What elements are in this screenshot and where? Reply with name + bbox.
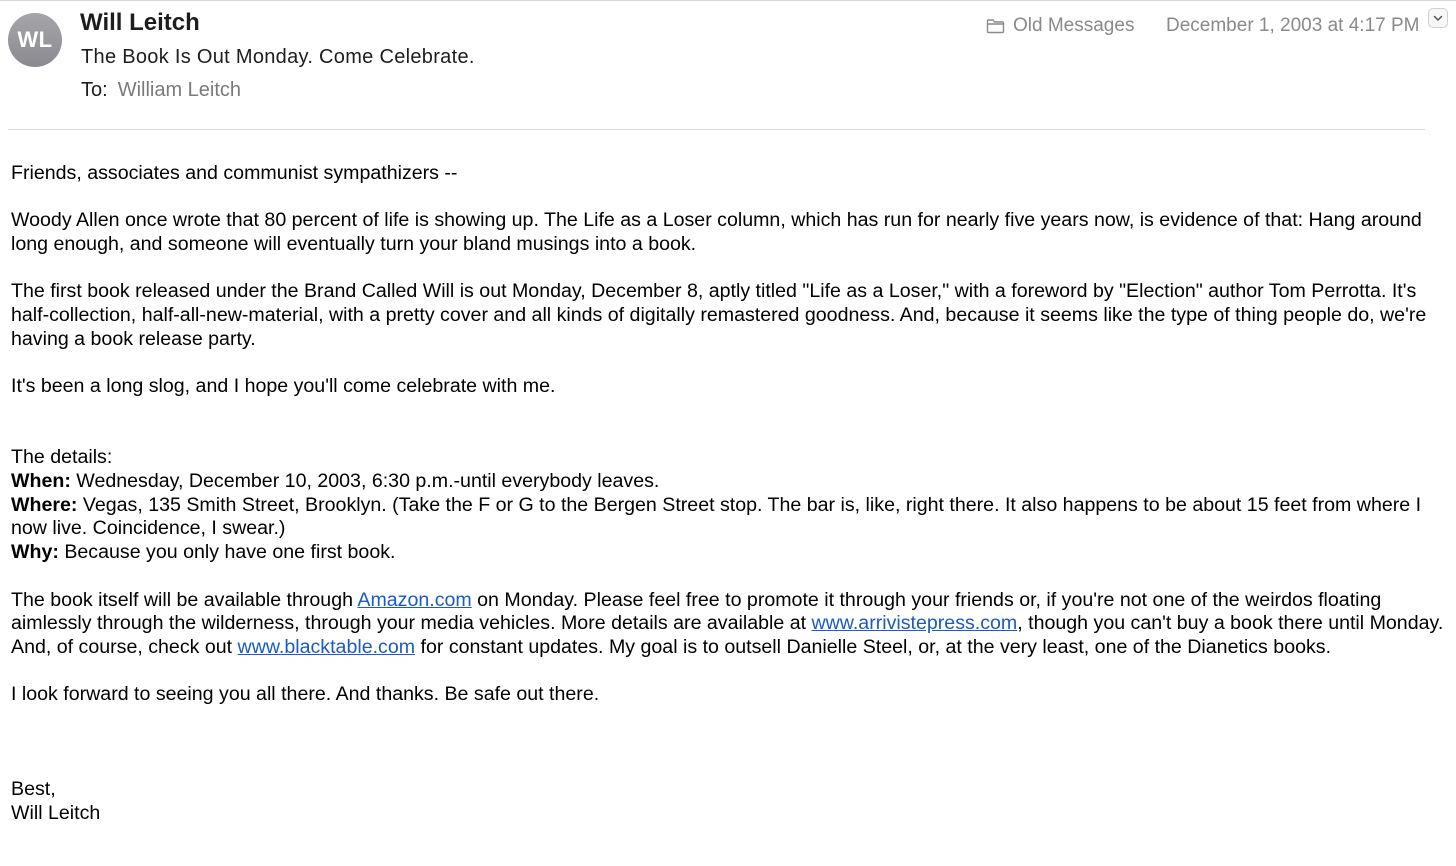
availability-text-1: The book itself will be available through xyxy=(11,588,358,611)
amazon-link[interactable]: Amazon.com xyxy=(357,588,472,611)
sender-name[interactable]: Will Leitch xyxy=(80,9,200,36)
chevron-down-icon xyxy=(1433,15,1443,22)
window-top-border xyxy=(0,0,1456,1)
availability-text-4: for constant updates. My goal is to outsell Danielle Steel, or, at the very least, one of the Dianetics books. xyxy=(415,635,1332,658)
signoff: Best, xyxy=(11,778,56,801)
details-block xyxy=(11,446,1447,565)
to-label: To: xyxy=(81,79,108,101)
paragraph-intro: Woody Allen once wrote that 80 percent of life is showing up. The Life as a Loser column, which has run for nearly five years now, is evidence of that: Hang around long enough, and someone will eventually turn your bland musings into a book. xyxy=(11,209,1422,256)
blacktable-link[interactable]: www.blacktable.com xyxy=(237,635,416,658)
header-divider xyxy=(8,129,1425,130)
email-date: December 1, 2003 at 4:17 PM xyxy=(1166,15,1420,36)
mailbox-label[interactable] xyxy=(986,15,1134,37)
details-why xyxy=(11,541,1447,565)
signature: Will Leitch xyxy=(11,801,101,824)
details-where xyxy=(11,494,1447,541)
why-value: Because you only have one first book. xyxy=(58,541,396,564)
details-heading: The details: xyxy=(11,446,113,469)
greeting: Friends, associates and communist sympathizers -- xyxy=(11,162,458,184)
recipient-row xyxy=(81,79,241,102)
paragraph-availability xyxy=(11,589,1447,660)
mailbox-name: Old Messages xyxy=(1013,15,1135,36)
paragraph-book-release: The first book released under the Brand Called Will is out Monday, December 8, aptly titled "Life as a Loser," with a foreword by "Election" author Tom Perrotta. It's half-collection, half-all-new-material, with a pretty cover and all kinds of digitally remastered goodness. And, because it seems like the type of thing people do, we're having a book release party. xyxy=(11,280,1427,350)
message-body xyxy=(11,162,1447,849)
folder-icon xyxy=(986,18,1005,34)
where-label: Where: xyxy=(11,493,78,516)
paragraph-closing: I look forward to seeing you all there. And thanks. Be safe out there. xyxy=(11,683,600,706)
paragraph-celebrate: It's been a long slog, and I hope you'll come celebrate with me. xyxy=(11,375,556,398)
availability-text-3: , though you can't buy a book there until Monday. And, of course, check out xyxy=(11,612,1444,658)
when-value: Wednesday, December 10, 2003, 6:30 p.m.-until everybody leaves. xyxy=(70,470,660,493)
availability-text-2: on Monday. Please feel free to promote it through your friends or, if you're not one of the weirdos floating aimlessly through the wilderness, through your media vehicles. More details are available at xyxy=(11,588,1382,635)
signature-block xyxy=(11,778,1447,825)
recipient-name[interactable]: William Leitch xyxy=(117,79,242,101)
expand-header-button[interactable] xyxy=(1428,8,1448,28)
email-subject: The Book Is Out Monday. Come Celebrate. xyxy=(81,46,475,68)
details-when xyxy=(11,470,1447,494)
where-value: Vegas, 135 Smith Street, Brooklyn. (Take the F or G to the Bergen Street stop. The bar is, like, right there. It also happens to be about 15 feet from where I now live. Coincidence, I swear.) xyxy=(11,493,1422,540)
avatar: WL xyxy=(8,13,62,67)
arrivistepress-link[interactable]: www.arrivistepress.com xyxy=(811,612,1018,635)
when-label: When: xyxy=(11,470,71,493)
why-label: Why: xyxy=(11,541,59,564)
